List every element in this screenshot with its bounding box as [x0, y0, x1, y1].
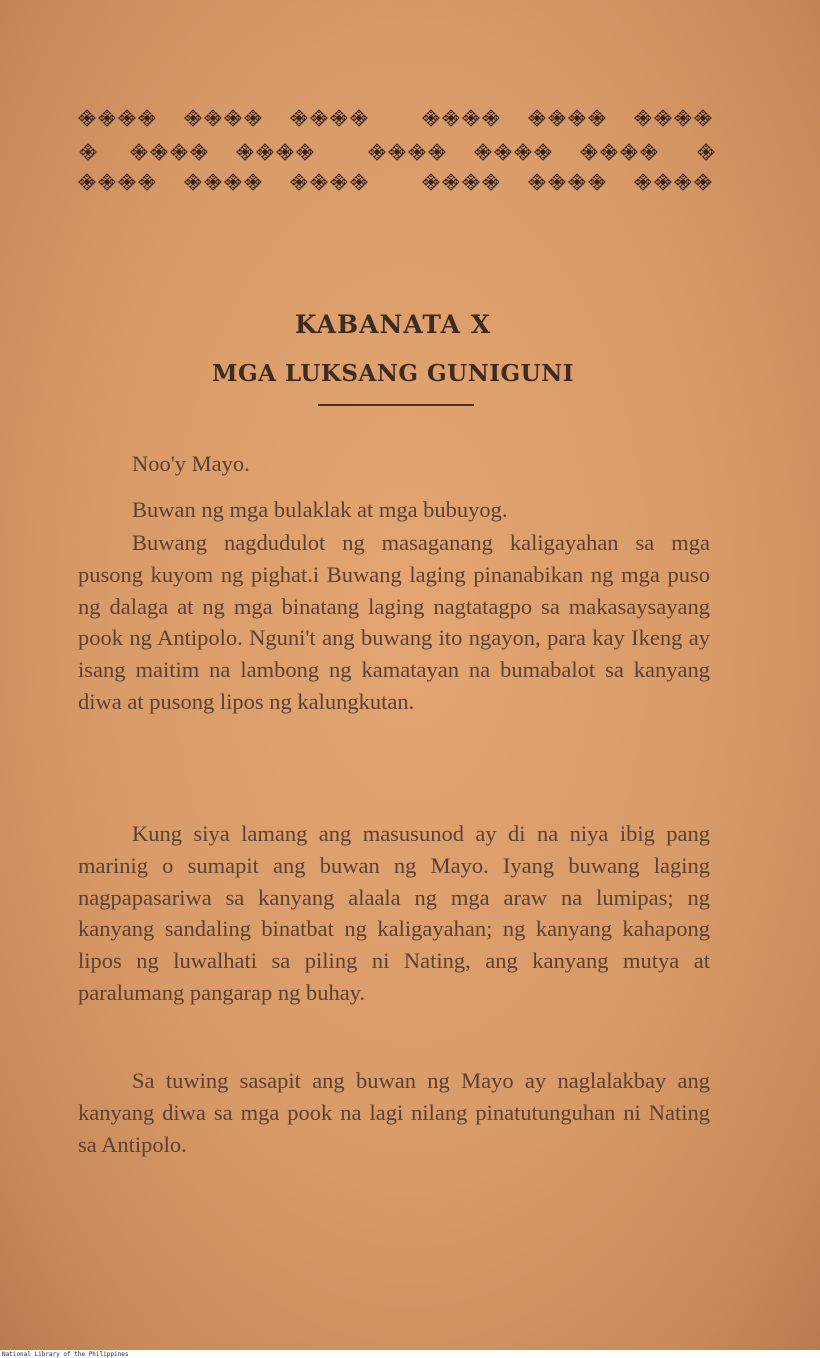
paragraph: Noo'y Mayo.: [132, 451, 250, 476]
paragraph: Sa tuwing sasapit ang buwan ng Mayo ay naglalakbay ang kanyang diwa sa mga pook na lagi nilang pinatutunguhan ni Nating sa Antipolo.: [78, 1068, 710, 1157]
paragraph: Kung siya lamang ang masusunod ay di na niya ibig pang marinig o sumapit ang buwan ng Mayo. Iyang buwang laging nagpapasariwa sa kanyang alaala ng mga araw na lumipas; ng kanyang sandaling binatbat ng kaligayahan; ng kanyang kahapong lipos ng luwalhati sa piling ni Nating, ang kanyang mutya at paralumang pangarap ng buhay.: [78, 821, 710, 1005]
paragraph: Buwan ng mga bulaklak at mga bubuyog.: [132, 497, 508, 522]
title-divider: [318, 404, 474, 406]
floral-border-ornament: [78, 108, 718, 200]
chapter-number: KABANATA X: [294, 310, 492, 339]
library-credit: National Library of the Philippines: [2, 1351, 129, 1358]
paragraph: Buwang nagdudulot ng masaganang kaligayahan sa mga pusong kuyom ng pighat.i Buwang laging pinanabikan ng mga puso ng dalaga at ng mga binatang laging nagtatagpo sa makasaysayang pook ng Antipolo. Nguni't ang buwang ito ngayon, para kay Ikeng ay isang maitim na lambong ng kamatayan na bumabalot sa kanyang diwa at pusong lipos ng kalungkutan.: [78, 530, 710, 714]
chapter-title: MGA LUKSANG GUNIGUNI: [211, 360, 574, 387]
